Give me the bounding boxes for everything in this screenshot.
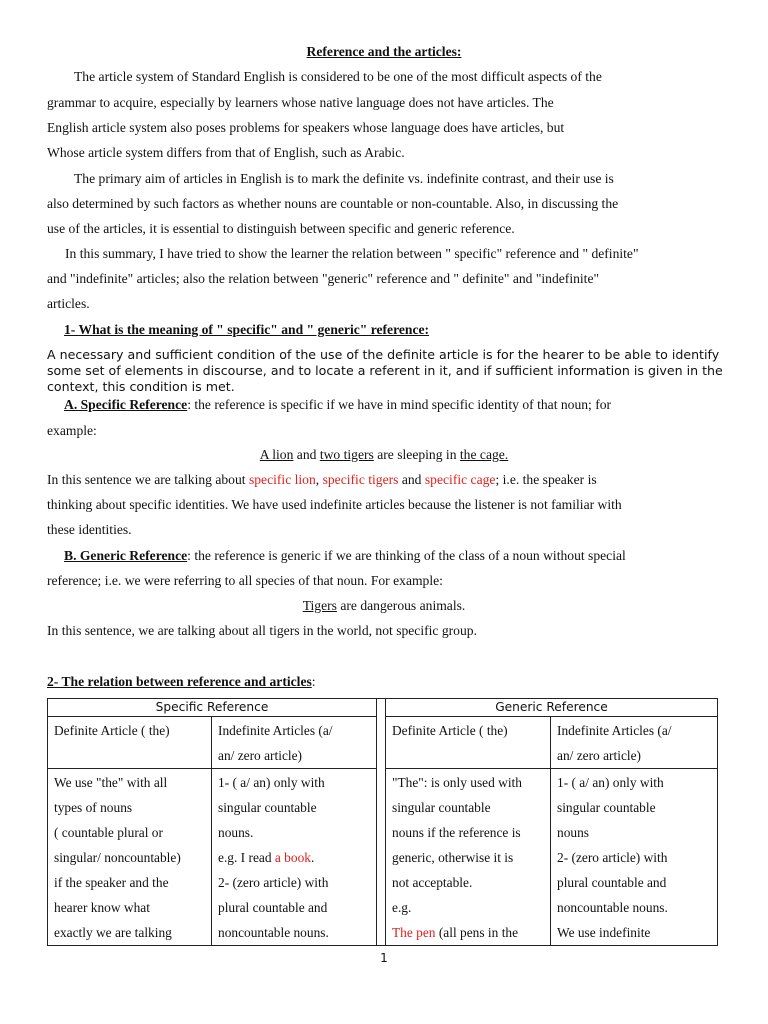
specific-reference-line: A. Specific Reference: the reference is specific if we have in mind specific identity of that noun; for [64, 397, 612, 412]
generic-explanation-line: In this sentence, we are talking about all tigers in the world, not specific group. [47, 623, 477, 638]
specific-explanation-line: these identities. [47, 522, 132, 537]
cell-definite-generic: "The": is only used with singular countable nouns if the reference is generic, otherwise it is not acceptable. e.g. The pen (all pens in the [386, 769, 551, 946]
page-number: 1 [380, 951, 388, 965]
paragraph-1-line: The article system of Standard English is considered to be one of the most difficult aspects of the [74, 69, 602, 84]
col-header-definite-specific: Definite Article ( the) [48, 717, 212, 769]
paragraph-3-line: In this summary, I have tried to show the learner the relation between " specific" reference and " definite" [65, 246, 639, 261]
generic-reference-line: reference; i.e. we were referring to all species of that noun. For example: [47, 573, 443, 588]
section-heading-1: 1- What is the meaning of " specific" and " generic" reference: [64, 322, 430, 337]
generic-reference-line: B. Generic Reference: the reference is generic if we are thinking of the class of a noun without special [64, 548, 626, 563]
specific-example: A lion and two tigers are sleeping in the cage. [259, 447, 509, 462]
paragraph-3-line: articles. [47, 296, 90, 311]
reference-articles-table [47, 698, 718, 946]
col-header-indefinite-specific: Indefinite Articles (a/ an/ zero article) [212, 717, 377, 769]
paragraph-1-line: Whose article system differs from that of English, such as Arabic. [47, 145, 405, 160]
generic-example: Tigers are dangerous animals. [302, 598, 466, 613]
paragraph-4-line: context, this condition is met. [47, 379, 235, 394]
specific-explanation-line: thinking about specific identities. We have used indefinite articles because the listener is not familiar with [47, 497, 622, 512]
specific-reference-header: Specific Reference [48, 699, 377, 717]
cell-definite-specific: We use "the" with all types of nouns ( countable plural or singular/ noncountable) if the speaker and the hearer know what exactly we are talking [48, 769, 212, 946]
specific-reference-label: A. Specific Reference [64, 397, 188, 412]
paragraph-2-line: The primary aim of articles in English is to mark the definite vs. indefinite contrast, and their use is [74, 171, 614, 186]
cell-indefinite-specific: 1- ( a/ an) only with singular countable nouns. e.g. I read a book. 2- (zero article) with plural countable and noncountable nouns. [212, 769, 377, 946]
generic-reference-header: Generic Reference [386, 699, 718, 717]
paragraph-2-line: also determined by such factors as whether nouns are countable or non-countable. Also, in discussing the [47, 196, 619, 211]
paragraph-1-line: English article system also poses problems for speakers whose language does have articles, but [47, 120, 565, 135]
paragraph-2-line: use of the articles, it is essential to distinguish between specific and generic reference. [47, 221, 515, 236]
generic-reference-label: B. Generic Reference [64, 548, 188, 563]
section-heading-2: 2- The relation between reference and articles: [47, 674, 316, 689]
col-header-indefinite-generic: Indefinite Articles (a/ an/ zero article) [551, 717, 718, 769]
paragraph-4-line: some set of elements in discourse, and to locate a referent in it, and if sufficient information is given in the [47, 363, 723, 378]
page-title: Reference and the articles: [306, 44, 462, 59]
paragraph-4-line: A necessary and sufficient condition of the use of the definite article is for the hearer to be able to identify [47, 347, 720, 362]
specific-reference-line: example: [47, 423, 97, 438]
col-header-definite-generic: Definite Article ( the) [386, 717, 551, 769]
specific-explanation-line: In this sentence we are talking about specific lion, specific tigers and specific cage; i.e. the speaker is [47, 472, 597, 487]
paragraph-3-line: and "indefinite" articles; also the relation between "generic" reference and " definite" and "indefinite" [47, 271, 600, 286]
paragraph-1-line: grammar to acquire, especially by learners whose native language does not have articles. The [47, 95, 554, 110]
cell-indefinite-generic: 1- ( a/ an) only with singular countable nouns 2- (zero article) with plural countable and noncountable nouns. We use indefinite [551, 769, 718, 946]
